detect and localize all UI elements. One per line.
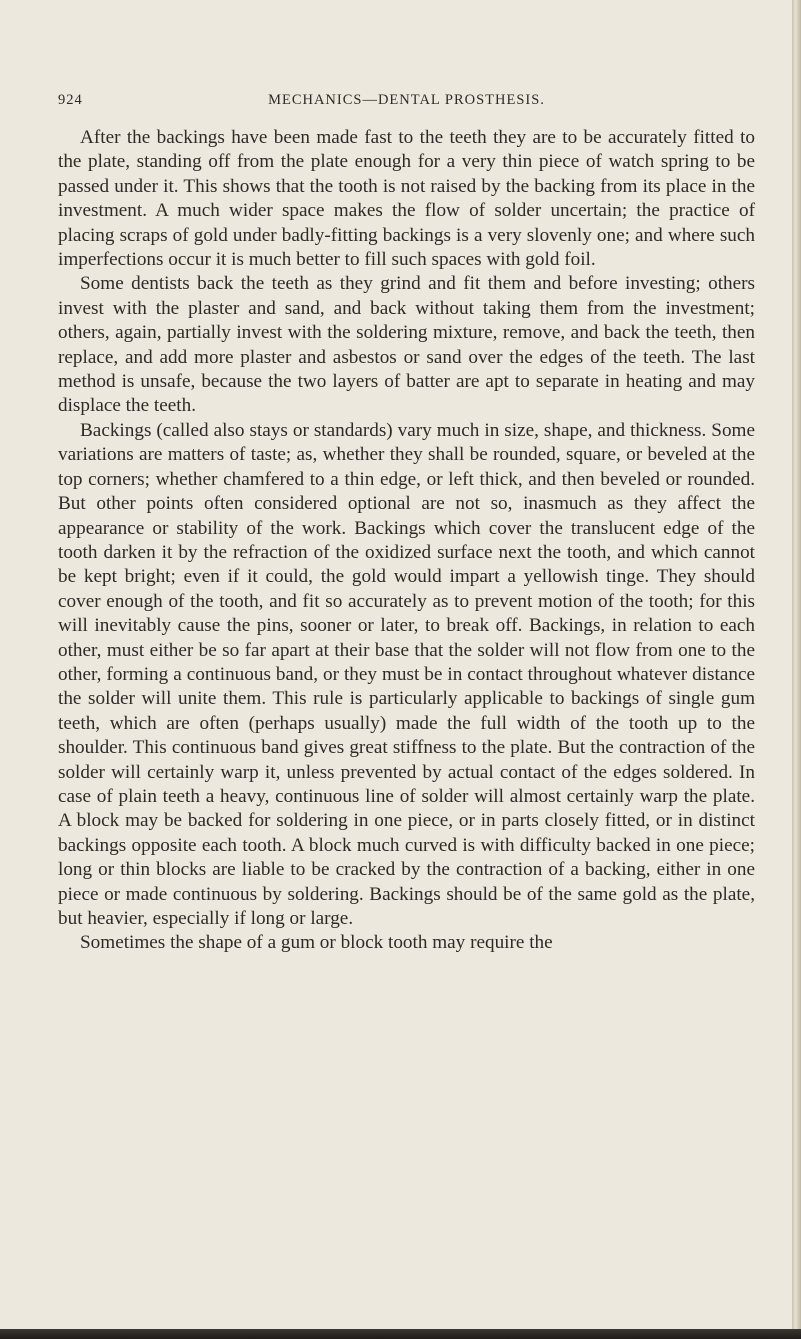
paragraph-backings-fitting: After the backings have been made fast to the teeth they are to be accurately fitted to the plate, standing off from the plate enough for a very thin piece of watch spring to be passed under it. This shows that the tooth is not raised by the backing from its place in the investment. A much wider space makes the flow of solder uncertain; the practice of placing scraps of gold under badly-fitting backings is a very slovenly one; and where such imperfections occur it is much better to fill such spaces with gold foil.: [58, 127, 755, 271]
paragraph-backing-types: Backings (called also stays or standards) vary much in size, shape, and thickness. Some variations are matters of taste; as, whether they shall be rounded, square, or beveled at the top corners; whether chamfered to a thin edge, or left thick, and then beveled or rounded. But other points often considered optional are not so, inasmuch as they affect the appearance or stability of the work. Backings which cover the translucent edge of the tooth darken it by the refraction of the oxidized surface next the tooth, and which cannot be kept bright; even if it could, the gold would impart a yellowish tinge. They should cover enough of the tooth, and fit so accurately as to prevent motion of the tooth; for this will inevitably cause the pins, sooner or later, to break off. Backings, in relation to each other, must either be so far apart at their base that the solder will not flow from one to the other, forming a continuous band, or they must be in contact throughout whatever distance the solder will unite them. This rule is particularly applicable to backings of single gum teeth, which are often (perhaps usually) made the full width of the tooth up to the shoulder. This continuous band gives great stiffness to the plate. But the contraction of the solder will certainly warp it, unless prevented by actual contact of the edges soldered. In case of plain teeth a heavy, continuous line of solder will almost certainly warp the plate. A block may be backed for soldering in one piece, or in parts closely fitted, or in distinct backings opposite each tooth. A block much curved is with difficulty backed in one piece; long or thin blocks are liable to be cracked by the contraction of a backing, either in one piece or made continuous by soldering. Backings should be of the same gold as the plate, but heavier, especially if long or large.: [58, 419, 755, 929]
running-head-title: MECHANICS—DENTAL PROSTHESIS.: [268, 92, 545, 108]
running-head: [58, 92, 755, 114]
page-edge-bottom: [0, 1329, 801, 1339]
body-text: [58, 126, 755, 956]
page-edge-right: [792, 0, 801, 1339]
paragraph-backing-methods: Some dentists back the teeth as they grind and fit them and before investing; others invest with the plaster and sand, and back without taking them from the investment; others, again, partially invest with the soldering mixture, remove, and back the teeth, then replace, and add more plaster and asbestos or sand over the edges of the teeth. The last method is unsafe, because the two layers of batter are apt to separate in heating and may displace the teeth.: [58, 273, 755, 417]
paragraph-shape-continuation: Sometimes the shape of a gum or block tooth may require the: [80, 932, 553, 954]
page-number: 924: [58, 92, 83, 108]
